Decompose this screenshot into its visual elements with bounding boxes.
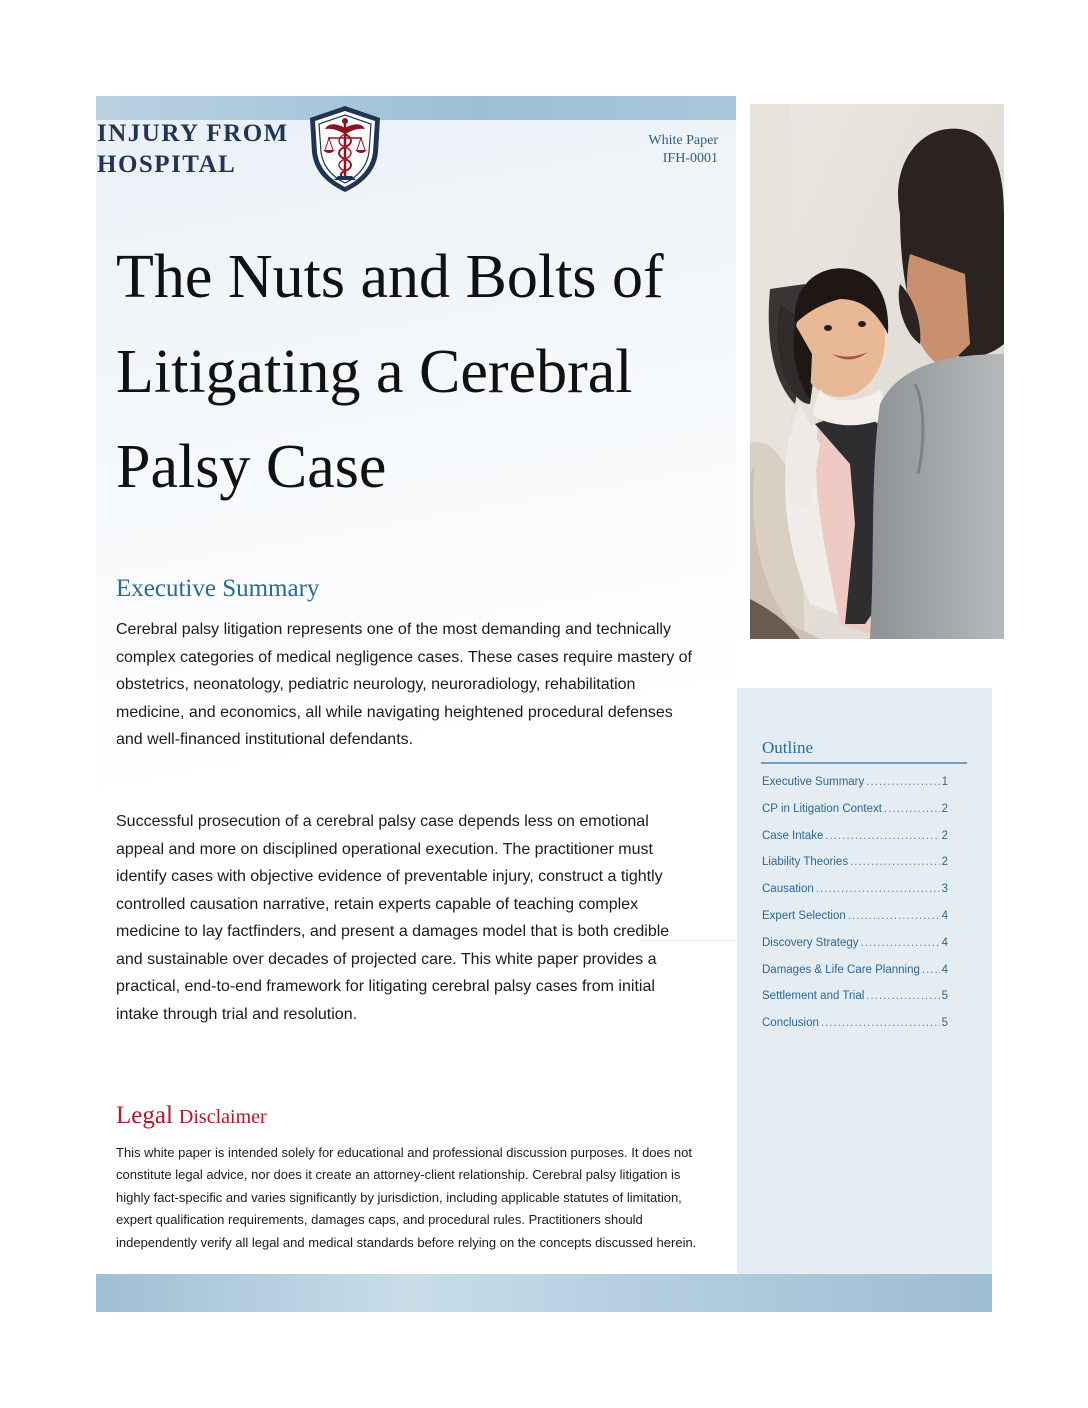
outline-item-executive-summary[interactable] — [762, 776, 948, 803]
brand-wordmark: INJURY FROM HOSPITAL — [97, 120, 289, 178]
dot-leader — [821, 1017, 940, 1029]
disclaimer-heading — [116, 1102, 267, 1130]
outline-item-label: Liability Theories — [762, 856, 849, 869]
outline-item-page: 1 — [941, 776, 948, 788]
outline-item-page: 5 — [941, 1017, 948, 1030]
outline-item-page: 4 — [941, 909, 948, 922]
outline-item-label: Damages & Life Care Planning — [762, 963, 920, 976]
outline-item-page: 5 — [941, 990, 948, 1003]
dot-leader — [884, 803, 940, 815]
outline-item-label: Executive Summary — [762, 776, 865, 788]
outline-item-label: Conclusion — [762, 1017, 819, 1030]
paper-label — [600, 132, 718, 168]
outline-item-damages-life-care[interactable] — [762, 964, 948, 991]
dot-leader — [825, 830, 939, 842]
footer-accent-bar — [96, 1274, 992, 1312]
outline-item-label: Settlement and Trial — [762, 990, 865, 1003]
dot-leader — [850, 856, 940, 868]
outline-item-page: 2 — [941, 802, 948, 815]
outline-item-expert-selection[interactable] — [762, 910, 948, 937]
caduceus-scales-shield-icon — [306, 104, 384, 194]
outline-item-discovery-strategy[interactable] — [762, 937, 948, 964]
outline-item-label: Discovery Strategy — [762, 936, 859, 949]
outline-item-causation[interactable] — [762, 883, 948, 910]
outline-item-conclusion[interactable] — [762, 1017, 948, 1044]
document-title: The Nuts and Bolts of Litigating a Cerebral Palsy Case — [116, 243, 664, 501]
child-with-caregiver-photo — [750, 104, 1004, 639]
outline-item-case-intake[interactable] — [762, 830, 948, 857]
dot-leader — [866, 776, 939, 788]
outline-item-page: 4 — [941, 936, 948, 949]
divider — [640, 940, 736, 941]
executive-summary-paragraph-2: Successful prosecution of a cerebral palsy case depends less on emotional appeal and more on disciplined operational execution. The practitioner must identify cases with objective evidence of preventable injury, construct a tightly controlled causation narrative, retain experts capable of teaching complex medicine to lay factfinders, and present a damages model that is both credible and sustainable over decades of projected care. This white paper provides a practical, end-to-end framework for litigating cerebral palsy cases from initial intake through trial and resolution. — [116, 813, 670, 1023]
outline-item-label: CP in Litigation Context — [762, 802, 882, 815]
outline-item-label: Case Intake — [762, 829, 824, 842]
disclaimer-heading-part-2: Disclaimer — [178, 1106, 267, 1128]
executive-summary-paragraph-1: Cerebral palsy litigation represents one of the most demanding and technically complex categories of medical negligence cases. These cases require mastery of obstetrics, neonatology, pediatric neurology, neuroradiology, rehabilitation medicine, and economics, all while navigating heightened procedural defenses and well-financed institutional defendants. — [116, 621, 692, 748]
disclaimer-text: This white paper is intended solely for educational and professional discussion purposes. It does not constitute legal advice, nor does it create an attorney-client relationship. Cerebral palsy litigation is highly fact-specific and varies significantly by jurisdiction, including applicable statutes of limitation, expert qualification requirements, damages caps, and procedural rules. Practitioners should independently verify all legal and medical standards before relying on the concepts discussed herein. — [116, 1145, 697, 1250]
outline-title: Outline — [762, 738, 813, 757]
dot-leader — [866, 990, 939, 1002]
paper-type: White Paper — [648, 133, 718, 148]
dot-leader — [922, 964, 940, 976]
executive-summary-heading: Executive Summary — [116, 575, 320, 602]
outline-item-label: Causation — [762, 883, 814, 896]
outline-item-liability-theories[interactable] — [762, 856, 948, 883]
dot-leader — [848, 910, 940, 922]
outline-list — [762, 776, 948, 1044]
dot-leader — [861, 937, 940, 949]
outline-item-page: 4 — [941, 963, 948, 976]
outline-item-cp-litigation-context[interactable] — [762, 803, 948, 830]
paper-id: IFH-0001 — [662, 151, 718, 166]
outline-item-page: 2 — [941, 829, 948, 842]
outline-divider — [761, 762, 967, 764]
header-accent-bar — [96, 96, 736, 120]
outline-item-page: 3 — [941, 883, 948, 896]
disclaimer-heading-part-1: Legal — [116, 1102, 173, 1129]
dot-leader — [816, 883, 940, 895]
outline-item-settlement-trial[interactable] — [762, 990, 948, 1017]
outline-item-page: 2 — [941, 856, 948, 869]
outline-item-label: Expert Selection — [762, 909, 846, 922]
